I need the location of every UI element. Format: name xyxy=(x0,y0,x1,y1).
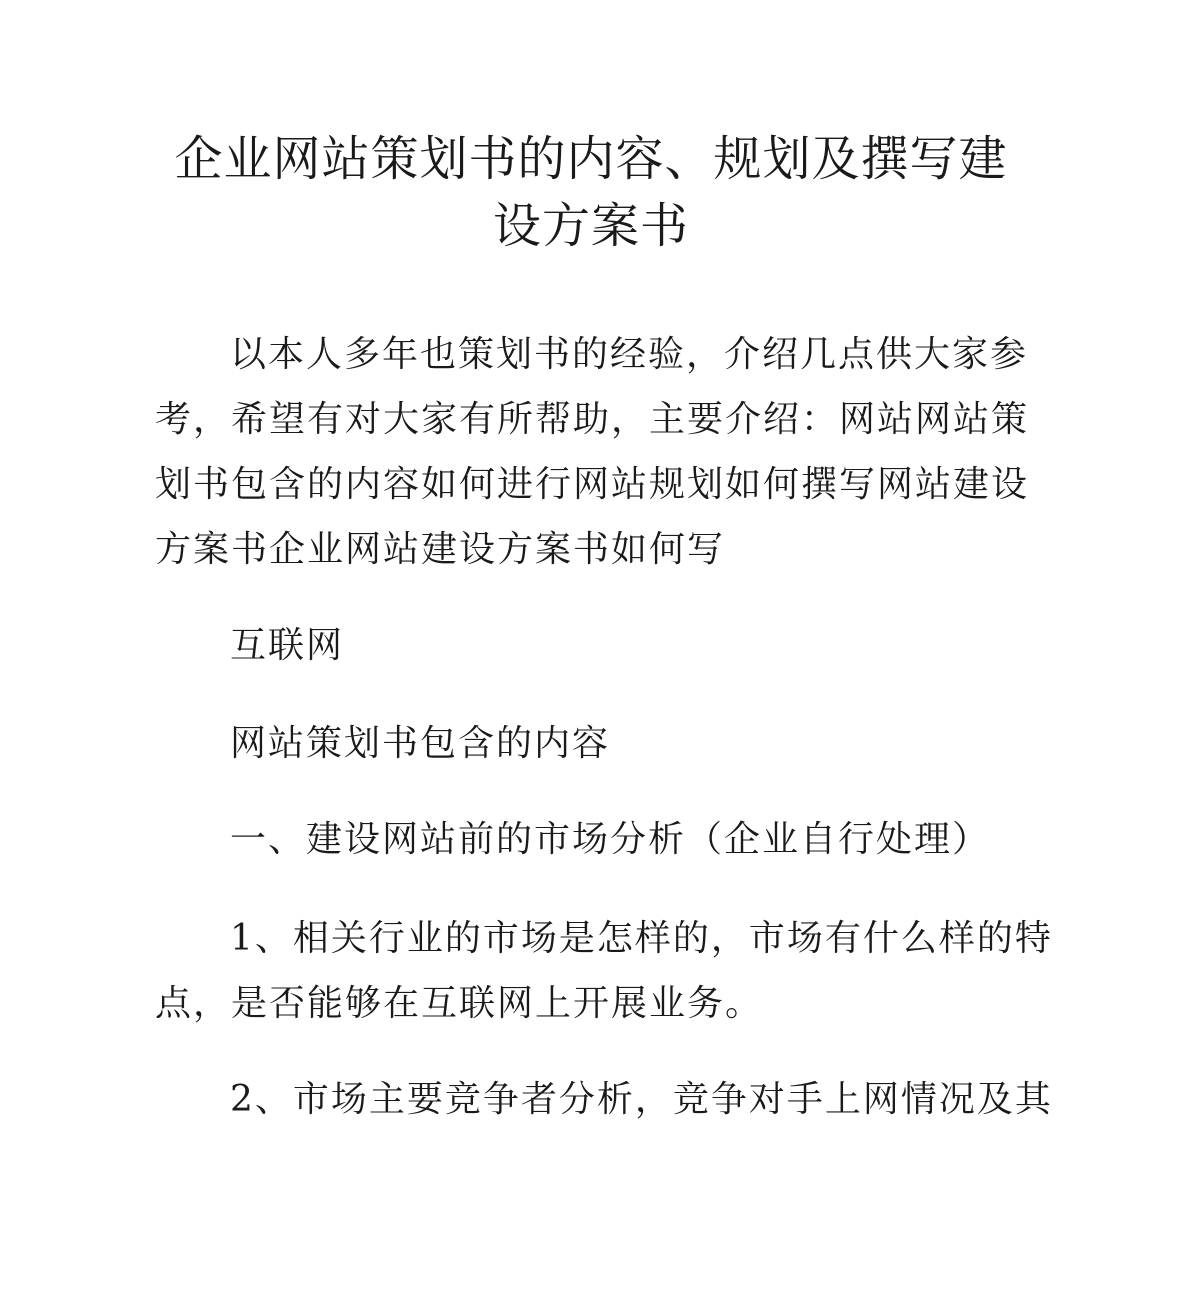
item-2-line-1: 2、市场主要竞争者分析，竞争对手上网情况及其 xyxy=(230,1079,1053,1120)
document-title-line-1: 企业网站策划书的内容、规划及撰写建 xyxy=(174,131,1008,187)
document-title-line-2: 设方案书 xyxy=(492,198,689,254)
heading-plan-contents: 网站策划书包含的内容 xyxy=(230,723,611,764)
intro-paragraph-line-3: 划书包含的内容如何进行网站规划如何撰写网站建设 xyxy=(155,464,1030,505)
intro-paragraph-line-1: 以本人多年也策划书的经验，介绍几点供大家参 xyxy=(230,334,1029,375)
item-1-line-2: 点，是否能够在互联网上开展业务。 xyxy=(155,983,764,1024)
intro-paragraph-line-2: 考，希望有对大家有所帮助，主要介绍：网站网站策 xyxy=(155,399,1030,440)
intro-paragraph-line-4: 方案书企业网站建设方案书如何写 xyxy=(155,529,726,570)
heading-internet: 互联网 xyxy=(230,625,345,666)
section-1-title: 一、建设网站前的市场分析（企业自行处理） xyxy=(230,819,991,860)
item-1-line-1: 1、相关行业的市场是怎样的，市场有什么样的特 xyxy=(230,918,1053,959)
